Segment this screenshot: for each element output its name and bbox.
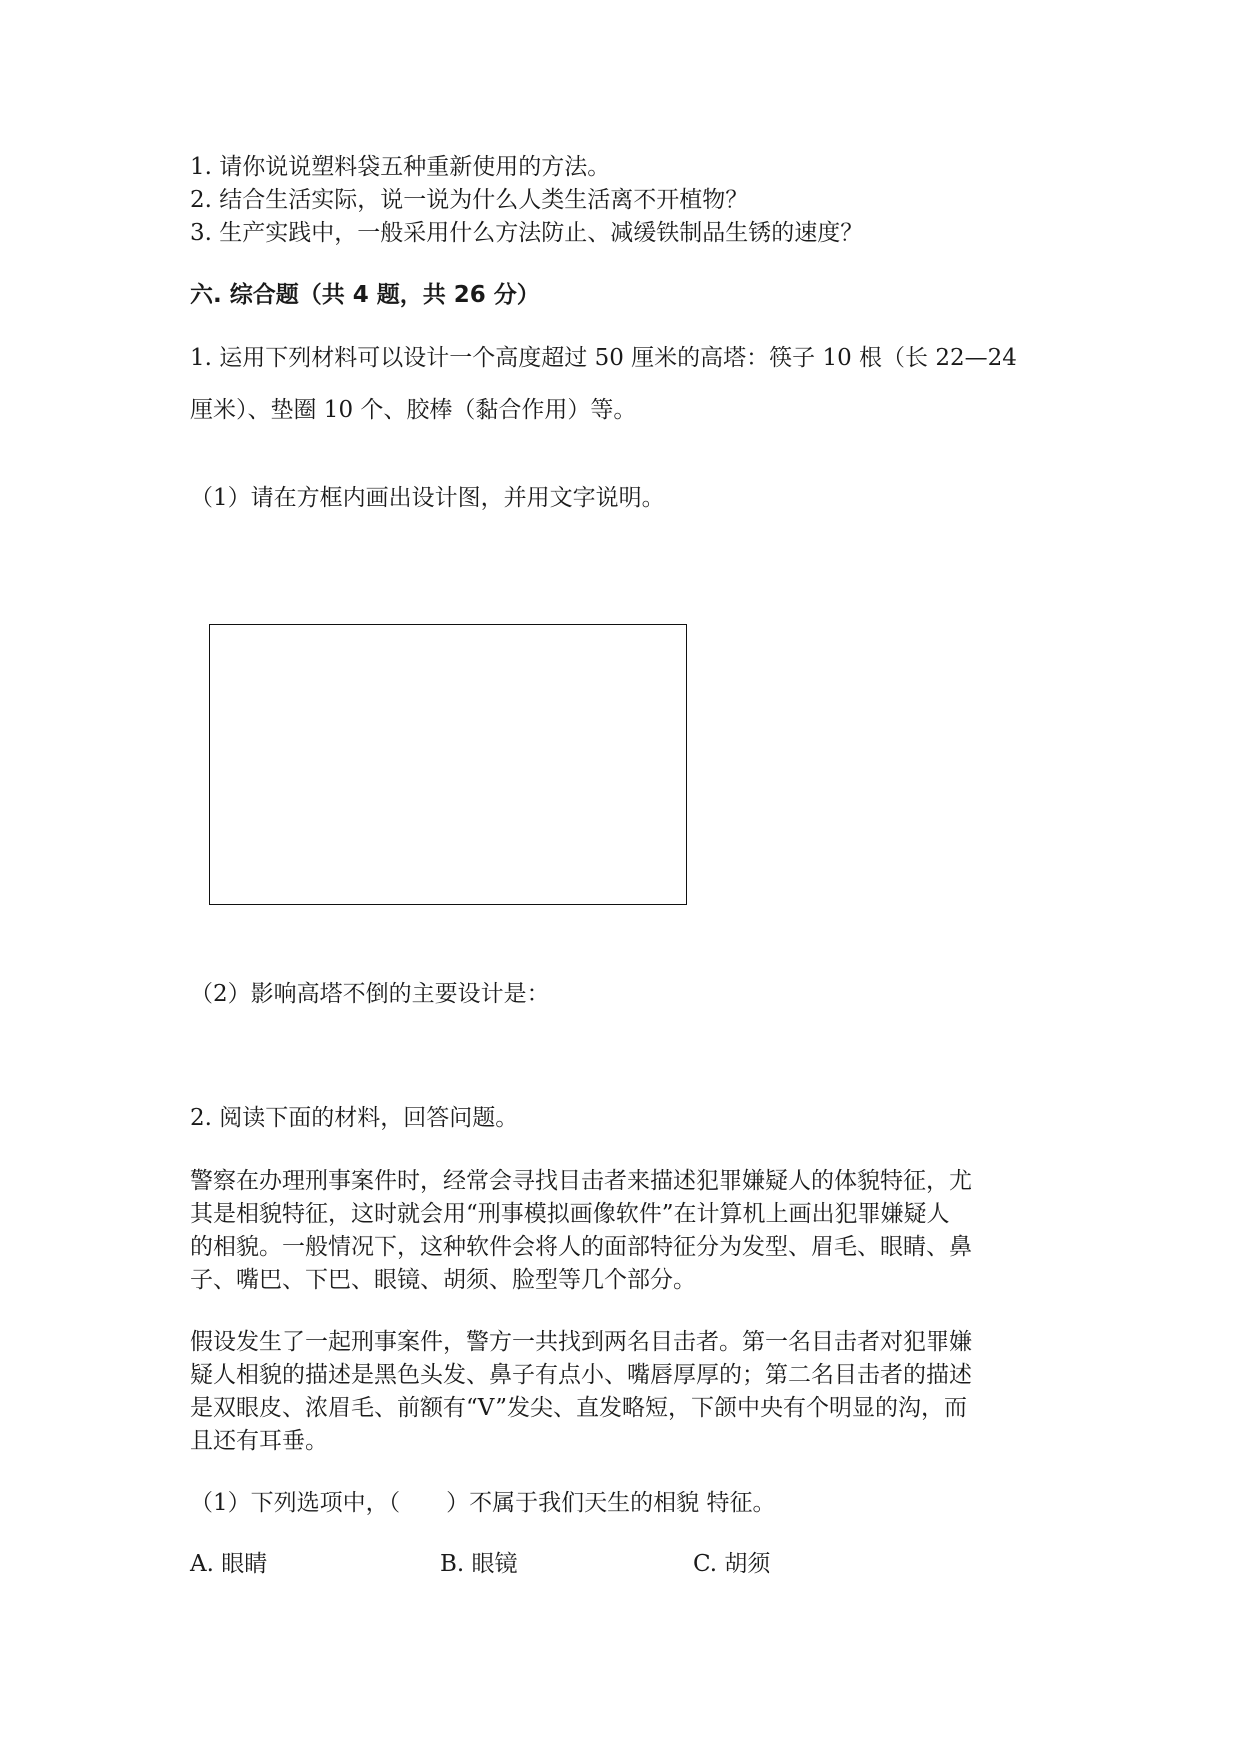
paragraph-2-line: 是双眼皮、浓眉毛、前额有“V”发尖、直发略短，下颌中央有个明显的沟，而 — [190, 1395, 967, 1421]
paragraph-1-line: 子、嘴巴、下巴、眼镜、胡须、脸型等几个部分。 — [190, 1267, 696, 1293]
paragraph-2-line: 疑人相貌的描述是黑色头发、鼻子有点小、嘴唇厚厚的；第二名目击者的描述 — [190, 1362, 972, 1388]
question-6-1-line1: 1. 运用下列材料可以设计一个高度超过 50 厘米的高塔：筷子 10 根（长 22—24 — [190, 345, 1017, 371]
section-6-heading: 六. 综合题（共 4 题，共 26 分） — [190, 282, 540, 308]
paragraph-1-line: 的相貌。一般情况下，这种软件会将人的面部特征分为发型、眉毛、眼睛、鼻 — [190, 1234, 972, 1260]
paragraph-2-line: 假设发生了一起刑事案件，警方一共找到两名目击者。第一名目击者对犯罪嫌 — [190, 1329, 972, 1355]
question-5-1: 1. 请你说说塑料袋五种重新使用的方法。 — [190, 154, 611, 180]
paragraph-2-line: 且还有耳垂。 — [190, 1428, 328, 1454]
question-6-1-line2: 厘米）、垫圈 10 个、胶棒（黏合作用）等。 — [190, 397, 637, 423]
option-a: A. 眼睛 — [190, 1551, 268, 1577]
question-6-2-part1: （1）下列选项中，（ ）不属于我们天生的相貌 特征。 — [190, 1490, 776, 1516]
option-b: B. 眼镜 — [440, 1551, 518, 1577]
paragraph-1-line: 其是相貌特征，这时就会用“刑事模拟画像软件”在计算机上画出犯罪嫌疑人 — [190, 1201, 950, 1227]
question-6-2-intro: 2. 阅读下面的材料，回答问题。 — [190, 1105, 519, 1131]
paragraph-1-line: 警察在办理刑事案件时，经常会寻找目击者来描述犯罪嫌疑人的体貌特征，尤 — [190, 1168, 972, 1194]
option-c: C. 胡须 — [693, 1551, 771, 1577]
question-6-1-part2: （2）影响高塔不倒的主要设计是： — [190, 981, 550, 1007]
question-5-2: 2. 结合生活实际，说一说为什么人类生活离不开植物？ — [190, 187, 749, 213]
question-5-3: 3. 生产实践中，一般采用什么方法防止、减缓铁制品生锈的速度？ — [190, 220, 864, 246]
design-drawing-box — [209, 624, 687, 905]
question-6-1-part1: （1）请在方框内画出设计图，并用文字说明。 — [190, 485, 665, 511]
